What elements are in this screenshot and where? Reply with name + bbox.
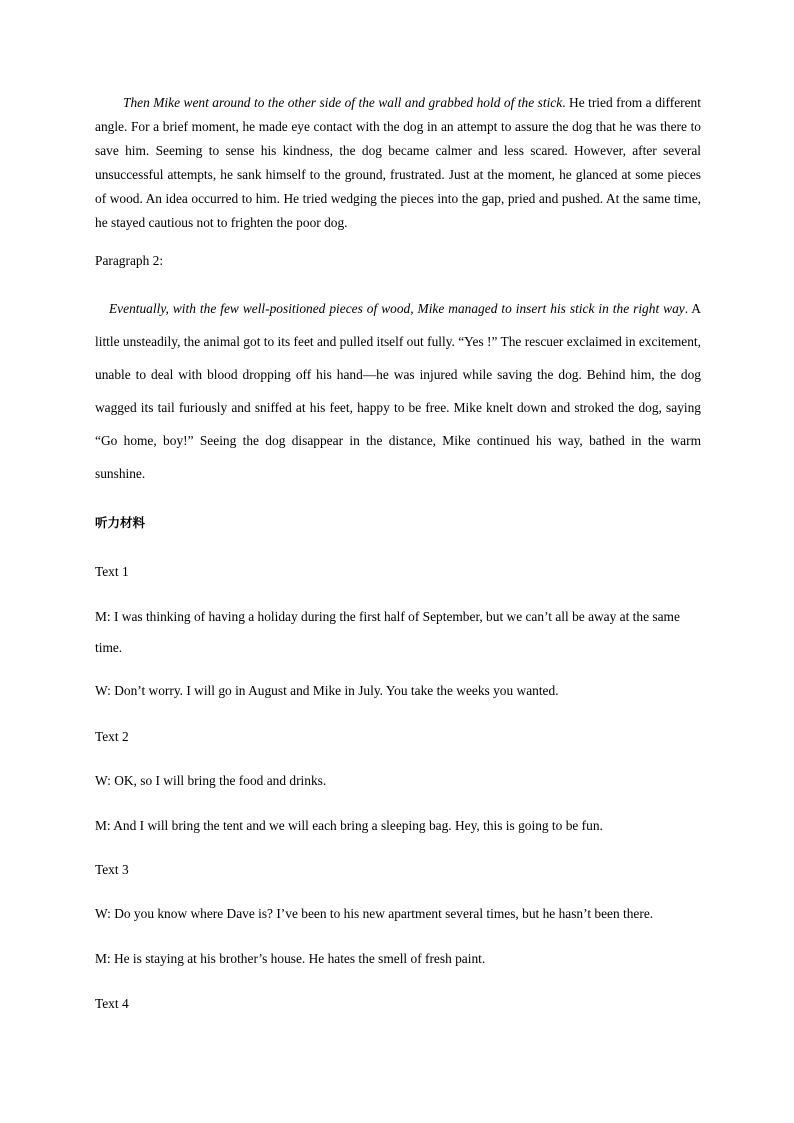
paragraph-1-text: . He tried from a different angle. For a brief moment, he made eye contact with the dog in an attempt to assure the dog that he was there to save him. Seeming to sense his kindness, the dog became calmer and less scared. However, after several unsuccessful attempts, he sank himself to the ground, frustrated. Just at the moment, he glanced at some pieces of wood. An idea occurred to him. He tried wedging the pieces into the gap, pried and pushed. At the same time, he stayed cautious not to frighten the poor dog.	[95, 95, 701, 230]
paragraph-1	[95, 91, 701, 235]
indent	[95, 301, 109, 316]
dialogue-line: M: And I will bring the tent and we will each bring a sleeping bag. Hey, this is going to be fun.	[95, 818, 603, 833]
dialogue-line: M: I was thinking of having a holiday during the first half of September, but we can’t all be away at the same time.	[95, 609, 680, 655]
paragraph-1-italic-lead: Then Mike went around to the other side of the wall and grabbed hold of the stick	[123, 95, 563, 110]
dialogue-line: W: Do you know where Dave is? I’ve been to his new apartment several times, but he hasn’t been there.	[95, 906, 654, 921]
text-label: Text 2	[95, 729, 129, 744]
listening-heading: 听力材料	[95, 515, 146, 530]
indent	[95, 95, 123, 110]
paragraph-2	[95, 292, 701, 490]
text-label: Text 4	[95, 996, 129, 1011]
dialogue-line: M: He is staying at his brother’s house. He hates the smell of fresh paint.	[95, 951, 486, 966]
dialogue-line: W: OK, so I will bring the food and drinks.	[95, 773, 327, 788]
paragraph-2-italic-lead: Eventually, with the few well-positioned pieces of wood, Mike managed to insert his stick in the right way	[109, 301, 685, 316]
text-label: Text 1	[95, 564, 129, 579]
text-label: Text 3	[95, 862, 129, 877]
dialogue-line: W: Don’t worry. I will go in August and Mike in July. You take the weeks you wanted.	[95, 683, 559, 698]
paragraph-2-text: . A little unsteadily, the animal got to its feet and pulled itself out fully. “Yes !” The rescuer exclaimed in excitement, unable to deal with blood dropping off his hand—he was injured while saving the dog. Behind him, the dog wagged its tail furiously and sniffed at his feet, happy to be free. Mike knelt down and stroked the dog, saying “Go home, boy!” Seeing the dog disappear in the distance, Mike continued his way, bathed in the warm sunshine.	[95, 301, 701, 481]
paragraph-2-heading: Paragraph 2:	[95, 253, 164, 268]
